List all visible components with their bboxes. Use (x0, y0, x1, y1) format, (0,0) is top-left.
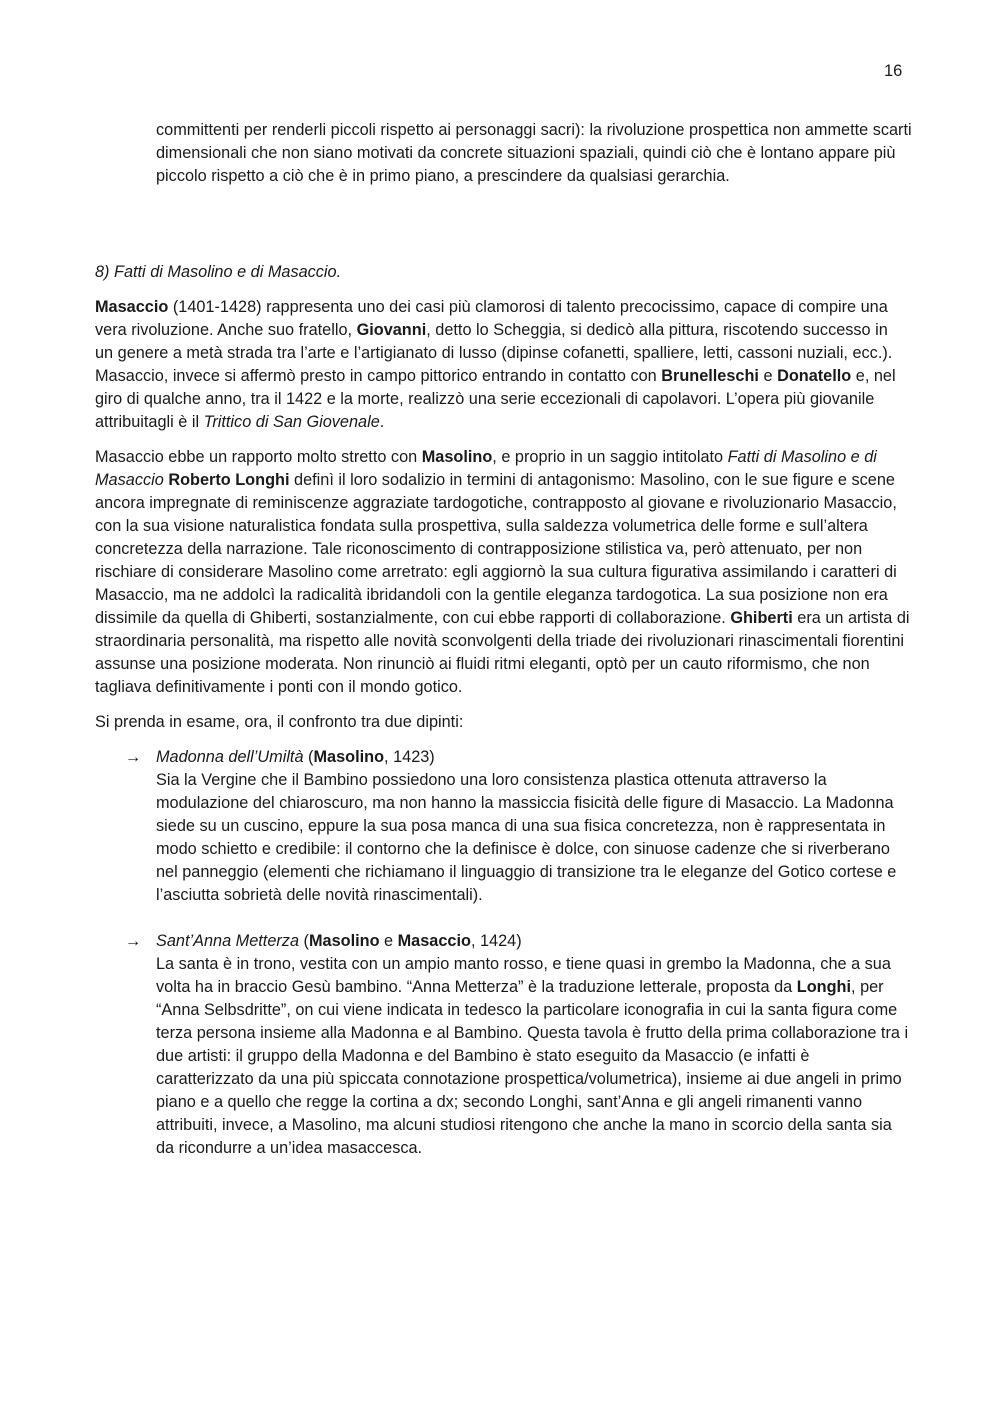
text-run: definì il loro sodalizio in termini di antagonismo: Masolino, con le sue figure e scene ancora impregnate di reminiscenze aggraziate tardogotiche, contrapposto al giovane e rivoluzionario Masaccio, con la sua visione naturalistica fondata sulla prospettiva, sulla saldezza volumetrica delle forme e sull’altera concretezza della narrazione. Tale riconoscimento di contrapposizione stilistica va, però attenuato, per non rischiare di considerare Masolino come arretrato: egli aggiornò la sua cultura figurativa assimilando i caratteri di Masaccio, ma ne addolcì la radicalità ibridandoli con la gentile eleganza tardogotica. La sua posizione non era dissimile da quella di Ghiberti, sostanzialmente, con cui ebbe rapporti di collaborazione. (95, 471, 897, 627)
paragraph-masaccio (95, 296, 910, 434)
text-run: Masaccio ebbe un rapporto molto stretto con (95, 448, 422, 466)
text-run: , e proprio in un saggio intitolato (492, 448, 728, 466)
list-item-title (156, 746, 910, 769)
arrow-icon: → (125, 932, 142, 950)
list-item-description (156, 953, 910, 1160)
section-heading: 8) Fatti di Masolino e di Masaccio. (95, 263, 342, 281)
body-text (95, 296, 910, 1160)
text-run: . (379, 413, 385, 431)
italic-essay-title: Fatti di Masolino e di Masaccio (95, 448, 877, 489)
list-item-santanna-metterza (95, 930, 910, 1160)
list-item-madonna-umilta (95, 746, 910, 907)
text-run: , 1424) (470, 932, 522, 950)
paragraph-masolino (95, 446, 910, 699)
bold-giovanni: Giovanni (356, 321, 427, 339)
page-number: 16 (884, 62, 903, 80)
bold-brunelleschi: Brunelleschi (661, 367, 759, 385)
bold-ghiberti: Ghiberti (730, 609, 793, 627)
text-run: e (379, 932, 398, 950)
text-run: , 1423) (384, 748, 435, 766)
text-run: , detto lo Scheggia, si dedicò alla pittura, riscotendo successo in un genere a metà strada tra l’arte e l’artigianato di lusso (dipinse cofanetti, spalliere, letti, cassoni nuziali, ecc.). Masaccio, invece si affermò presto in campo pittorico entrando in contatto con (95, 321, 893, 385)
text-run: ( (303, 748, 314, 766)
bold-artist: Masolino (313, 748, 385, 766)
text-run: era un artista di straordinaria personalità, ma rispetto alle novità sconvolgenti della triade dei rivoluzionari rinascimentali fiorentini assunse una posizione moderata. Non rinunciò ai fluidi ritmi eleganti, optò per un cauto riformismo, che non tagliava definitivamente i ponti con il mondo gotico. (95, 609, 910, 696)
text-run: ( (299, 932, 309, 950)
bold-roberto-longhi: Roberto Longhi (168, 471, 290, 489)
bold-masaccio: Masaccio (95, 298, 169, 316)
bold-artist: Masaccio (397, 932, 471, 950)
intro-paragraph: committenti per renderli piccoli rispetto ai personaggi sacri): la rivoluzione prospettica non ammette scarti dimensionali che non siano motivati da concrete situazioni spaziali, quindi ciò che è lontano appare più piccolo rispetto a ciò che è in primo piano, a prescindere da qualsiasi gerarchia. (156, 121, 912, 185)
list-item-title (156, 930, 910, 953)
text-run: e (758, 367, 778, 385)
text-run: (1401-1428) rappresenta uno dei casi più clamorosi di talento precocissimo, capace di compire una vera rivoluzione. Anche suo fratello, (95, 298, 888, 339)
arrow-icon: → (125, 748, 142, 766)
italic-work-title: Sant’Anna Metterza (156, 932, 299, 950)
bold-masolino: Masolino (421, 448, 493, 466)
paragraph-comparison-intro: Si prenda in esame, ora, il confronto tra due dipinti: (95, 713, 464, 731)
italic-work-title: Madonna dell’Umiltà (156, 748, 304, 766)
list-item-description: Sia la Vergine che il Bambino possiedono una loro consistenza plastica ottenuta attraverso la modulazione del chiaroscuro, ma non hanno la massiccia fisicità delle figure di Masaccio. La Madonna siede su un cuscino, eppure la sua posa manca di una sua fisica concretezza, non è rappresentata in modo schietto e credibile: il contorno che la definisce è dolce, con sinuose cadenze che si riverberano nel panneggio (elementi che richiamano il linguaggio di transizione tra le eleganze del Gotico cortese e l’asciutta sobrietà delle novità rinascimentali). (156, 771, 897, 904)
bold-longhi: Longhi (796, 978, 852, 996)
bold-artist: Masolino (308, 932, 380, 950)
text-run: , per “Anna Selbsdritte”, on cui viene indicata in tedesco la particolare iconografia in cui la santa figura come terza persona insieme alla Madonna e al Bambino. Questa tavola è frutto della prima collaborazione tra i due artisti: il gruppo della Madonna e del Bambino è stato eseguito da Masaccio (e infatti è caratterizzato da una più spiccata connotazione prospettica/volumetrica), insieme ai due angeli in primo piano e a quello che regge la cortina a dx; secondo Longhi, sant’Anna e gli angeli rimanenti vanno attribuiti, invece, a Masolino, ma alcuni studiosi ritengono che anche la mano in scorcio della santa sia da ricondurre a un’idea masaccesca. (156, 978, 909, 1157)
text-run: La santa è in trono, vestita con un ampio manto rosso, e tiene quasi in grembo la Madonna, che a sua volta ha in braccio Gesù bambino. “Anna Metterza” è la traduzione letterale, proposta da (156, 955, 891, 996)
bold-donatello: Donatello (777, 367, 852, 385)
text-run: e, nel giro di qualche anno, tra il 1422 e la morte, realizzò una serie eccezionali di capolavori. L’opera più giovanile attribuitagli è il (95, 367, 896, 431)
spacer (95, 907, 910, 930)
italic-trittico: Trittico di San Giovenale (203, 413, 380, 431)
